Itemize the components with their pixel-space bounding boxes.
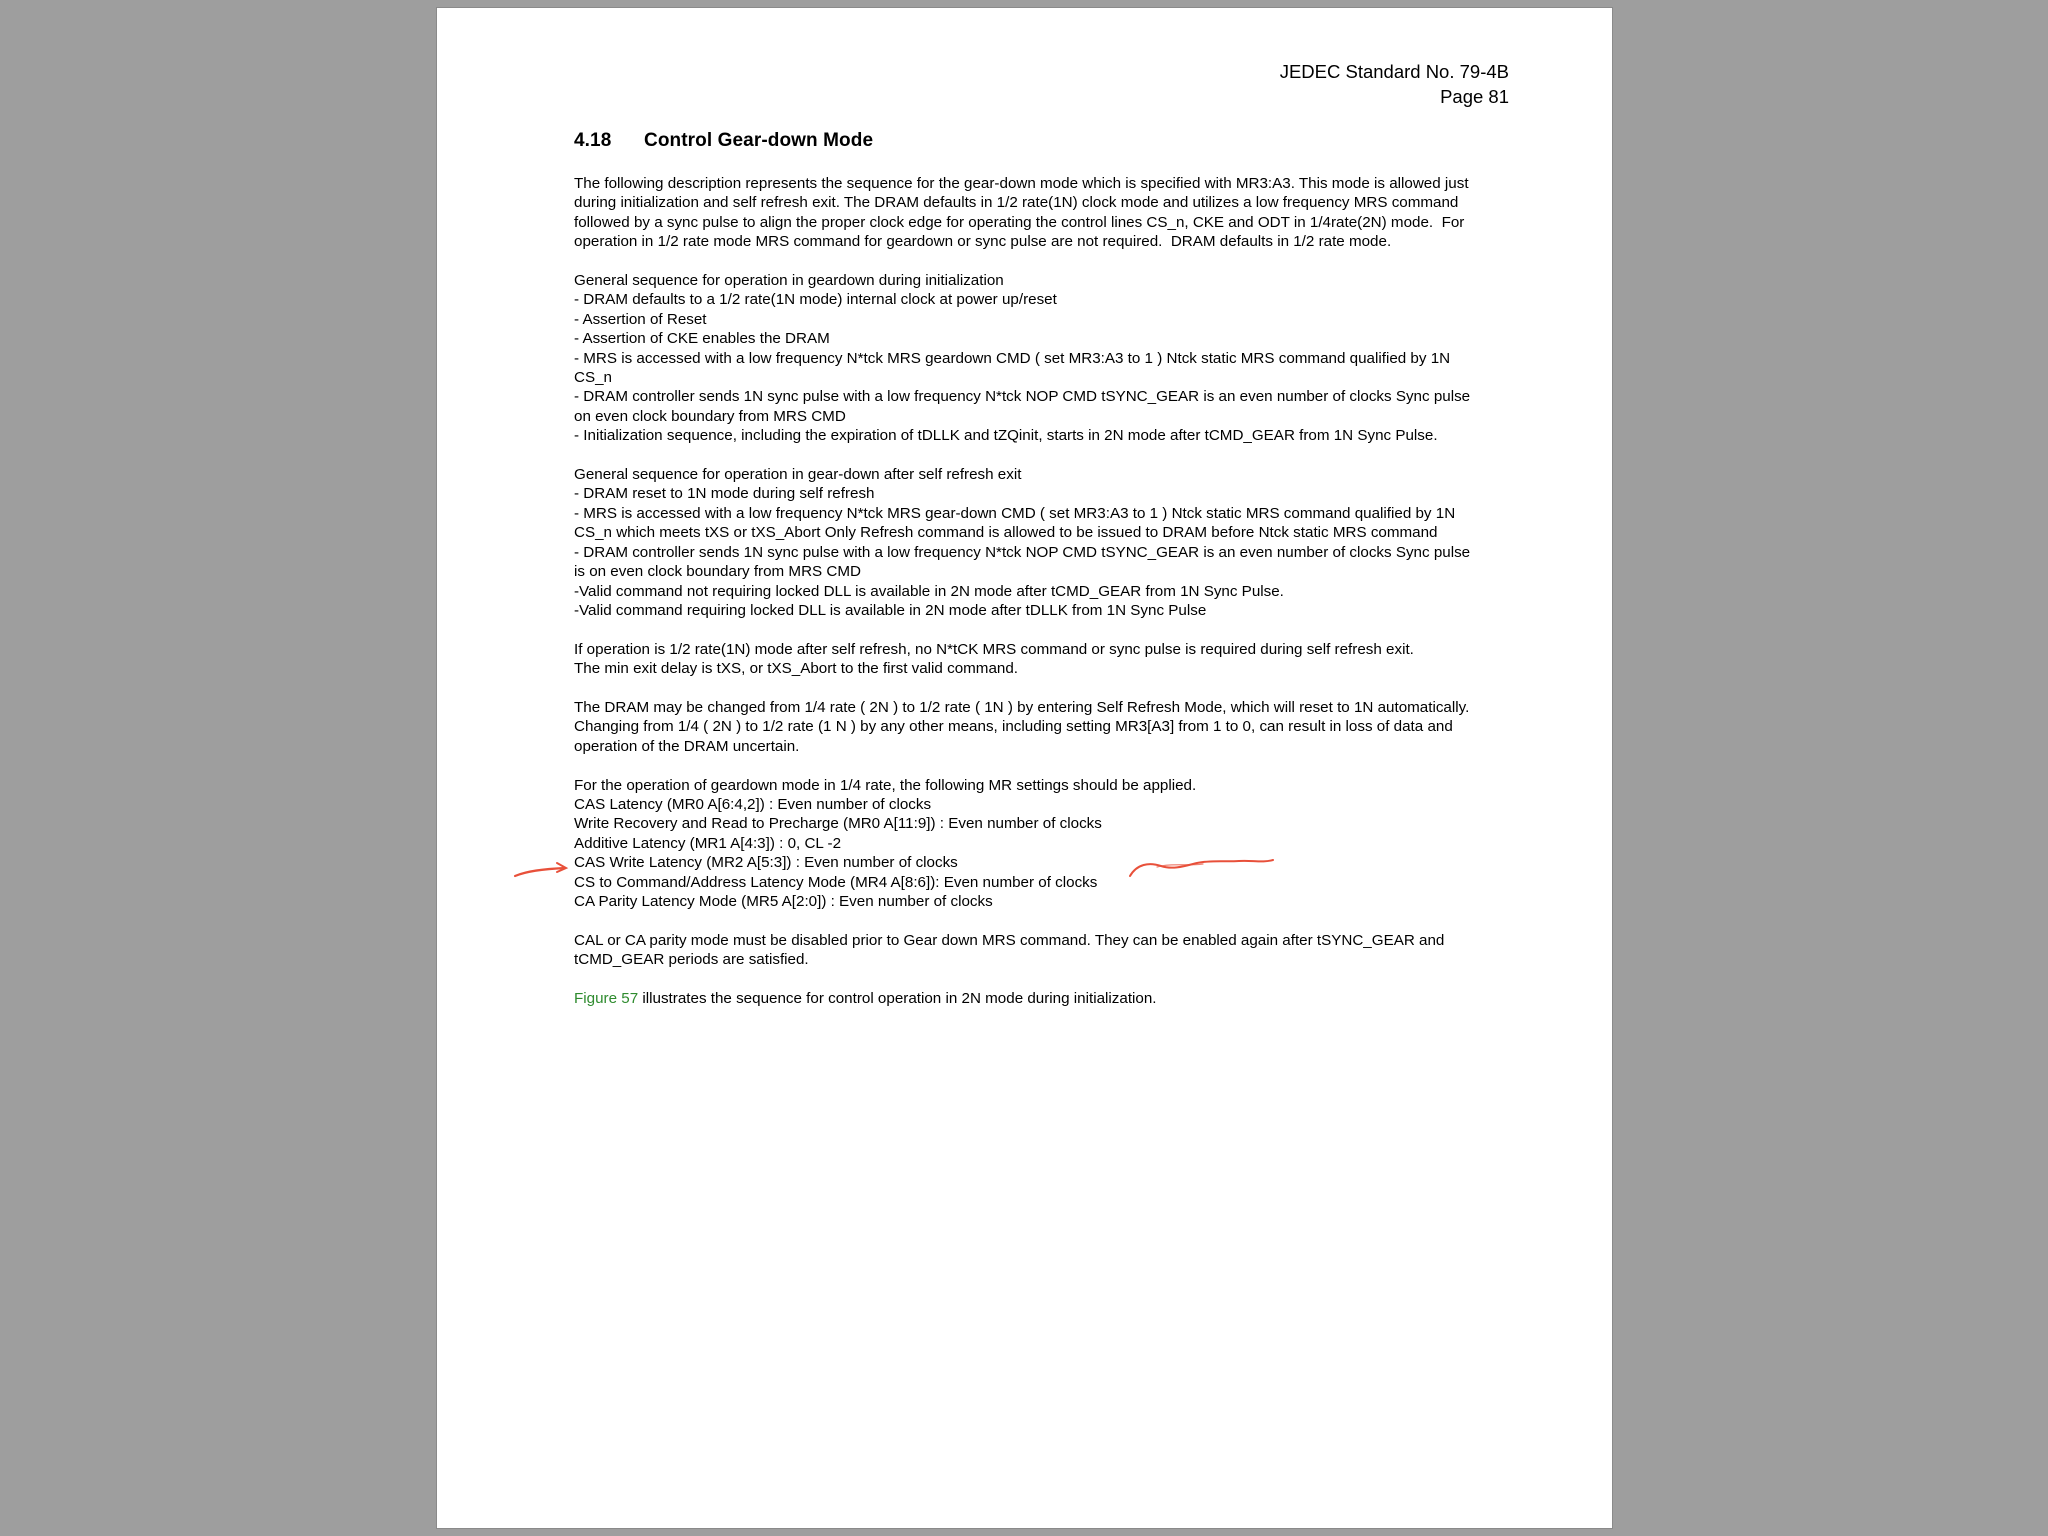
paragraph-intro — [574, 174, 1474, 252]
page-content — [437, 8, 1612, 1528]
spacer — [574, 446, 1474, 465]
text-line: operation of the DRAM uncertain. — [574, 737, 800, 755]
document-page — [437, 8, 1612, 1528]
text-line: The DRAM may be changed from 1/4 rate ( 2N ) to 1/2 rate ( 1N ) by entering Self Refresh Mode, which will reset to 1N automatically. — [574, 698, 1470, 716]
spacer — [574, 679, 1474, 698]
paragraph-cal-parity — [574, 931, 1474, 970]
paragraph-self-refresh-sequence — [574, 465, 1474, 620]
figure-57-link[interactable]: Figure 57 — [574, 989, 639, 1007]
body-text — [574, 174, 1474, 1008]
text-line: - DRAM reset to 1N mode during self refresh — [574, 485, 875, 503]
text-line: CAS Latency (MR0 A[6:4,2]) : Even number of clocks — [574, 795, 932, 813]
text-line: - DRAM defaults to a 1/2 rate(1N mode) internal clock at power up/reset — [574, 291, 1057, 309]
paragraph-rate-change — [574, 698, 1474, 756]
spacer — [574, 620, 1474, 639]
text-line: The min exit delay is tXS, or tXS_Abort to the first valid command. — [574, 660, 1018, 678]
left-arrow-mark — [513, 860, 583, 884]
text-line: Write Recovery and Read to Precharge (MR0 A[11:9]) : Even number of clocks — [574, 815, 1102, 833]
text-line: CAS Write Latency (MR2 A[5:3]) : Even number of clocks — [574, 854, 958, 872]
text-line: - DRAM controller sends 1N sync pulse with a low frequency N*tck NOP CMD tSYNC_GEAR is an even number of clocks Sync pulse — [574, 388, 1471, 406]
text-line: - Assertion of Reset — [574, 310, 707, 328]
text-line: CS_n — [574, 369, 612, 387]
text-line: -Valid command not requiring locked DLL is available in 2N mode after tCMD_GEAR from 1N Sync Pulse. — [574, 582, 1284, 600]
text-line: - MRS is accessed with a low frequency N*tck MRS gear-down CMD ( set MR3:A3 to 1 ) Ntck static MRS command qualified by 1N — [574, 504, 1456, 522]
paragraph-init-sequence — [574, 271, 1474, 446]
section-heading — [574, 130, 873, 152]
text-line: - Initialization sequence, including the expiration of tDLLK and tZQinit, starts in 2N mode after tCMD_GEAR from 1N Sync Pulse. — [574, 427, 1438, 445]
figure-reference-paragraph — [574, 989, 1474, 1008]
text-line: Changing from 1/4 ( 2N ) to 1/2 rate (1 N ) by any other means, including setting MR3[A3] from 1 to 0, can result in loss of data and — [574, 718, 1453, 736]
text-line: General sequence for operation in geardown during initialization — [574, 272, 1004, 290]
text-line: - DRAM controller sends 1N sync pulse with a low frequency N*tck NOP CMD tSYNC_GEAR is an even number of clocks Sync pulse — [574, 543, 1471, 561]
text-line: If operation is 1/2 rate(1N) mode after self refresh, no N*tCK MRS command or sync pulse is required during self refresh exit. — [574, 640, 1414, 658]
text-line: The following description represents the sequence for the gear-down mode which is specified with MR3:A3. This mode is allowed just — [574, 175, 1469, 192]
paragraph-mr-settings — [574, 776, 1474, 912]
spacer — [574, 911, 1474, 930]
spacer — [574, 970, 1474, 989]
figure-reference-line — [574, 989, 1474, 1008]
text-line: is on even clock boundary from MRS CMD — [574, 563, 861, 581]
text-line: -Valid command requiring locked DLL is available in 2N mode after tDLLK from 1N Sync Pulse — [574, 601, 1207, 619]
header-page-number: Page 81 — [1440, 85, 1509, 107]
text-line: - MRS is accessed with a low frequency N*tck MRS geardown CMD ( set MR3:A3 to 1 ) Ntck static MRS command qualified by 1N — [574, 349, 1451, 367]
text-line: during initialization and self refresh exit. The DRAM defaults in 1/2 rate(1N) clock mode and utilizes a low frequency MRS command — [574, 194, 1459, 212]
text-line: CAL or CA parity mode must be disabled prior to Gear down MRS command. They can be enabled again after tSYNC_GEAR and — [574, 931, 1445, 949]
page-header — [1280, 60, 1509, 110]
text-line: CS_n which meets tXS or tXS_Abort Only Refresh command is allowed to be issued to DRAM before Ntck static MRS command — [574, 524, 1438, 542]
paragraph-exit-delay — [574, 640, 1474, 679]
section-number: 4.18 — [574, 130, 612, 151]
text-line: tCMD_GEAR periods are satisfied. — [574, 951, 809, 969]
section-title: Control Gear-down Mode — [644, 130, 874, 151]
text-line: CS to Command/Address Latency Mode (MR4 A[8:6]): Even number of clocks — [574, 873, 1098, 891]
text-line: operation in 1/2 rate mode MRS command for geardown or sync pulse are not required. DRAM defaults in 1/2 rate mode. — [574, 233, 1392, 251]
text-line: on even clock boundary from MRS CMD — [574, 407, 846, 425]
figure-reference-text: illustrates the sequence for control operation in 2N mode during initialization. — [638, 989, 1157, 1007]
spacer — [574, 252, 1474, 271]
spacer — [574, 756, 1474, 775]
text-line: General sequence for operation in gear-down after self refresh exit — [574, 466, 1022, 484]
text-line: Additive Latency (MR1 A[4:3]) : 0, CL -2 — [574, 834, 842, 852]
text-line: - Assertion of CKE enables the DRAM — [574, 330, 830, 348]
text-line: CA Parity Latency Mode (MR5 A[2:0]) : Even number of clocks — [574, 892, 993, 910]
text-line: For the operation of geardown mode in 1/4 rate, the following MR settings should be applied. — [574, 776, 1197, 794]
header-standard: JEDEC Standard No. 79-4B — [1279, 61, 1509, 82]
text-line: followed by a sync pulse to align the proper clock edge for operating the control lines CS_n, CKE and ODT in 1/4rate(2N) mode. For — [574, 213, 1465, 231]
